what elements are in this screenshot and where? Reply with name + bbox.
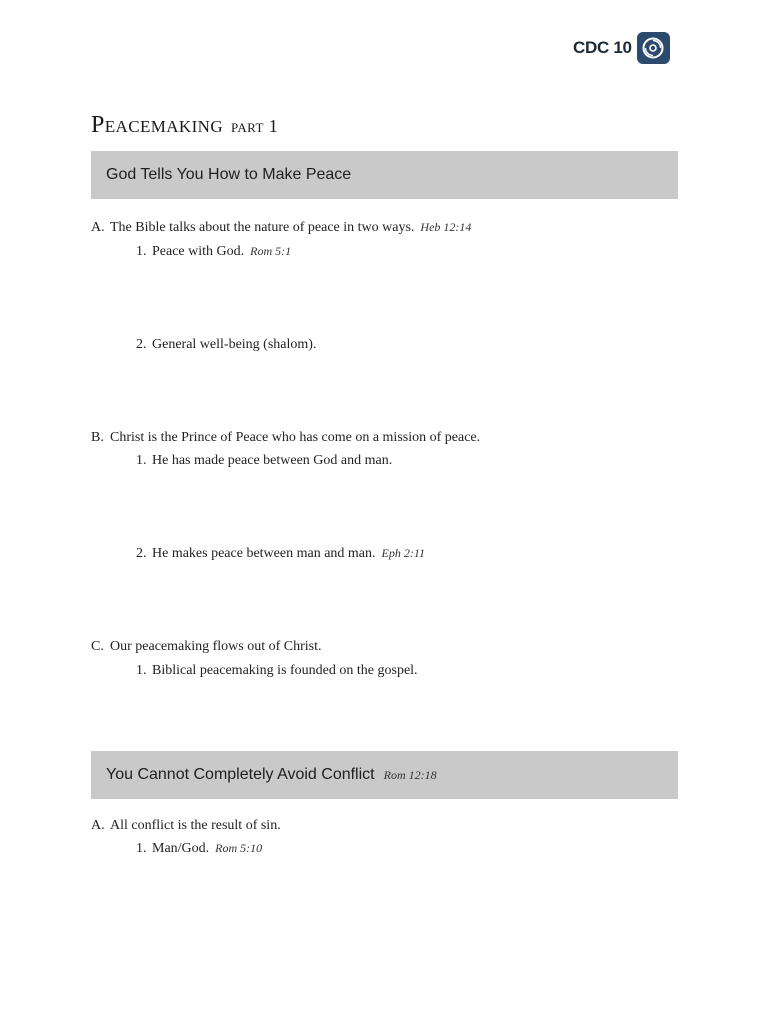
outline-subpoint: [136, 244, 291, 260]
subpoint-marker: 2.: [136, 546, 147, 561]
point-marker: A.: [91, 220, 105, 235]
point-text: Our peacemaking flows out of Christ.: [110, 639, 322, 654]
page-title-sub: part 1: [230, 116, 279, 136]
scripture-reference: Heb 12:14: [420, 220, 472, 234]
scripture-reference: Rom 12:18: [383, 767, 437, 782]
subpoint-text: He makes peace between man and man.: [152, 546, 376, 561]
subpoint-marker: 2.: [136, 337, 147, 352]
subpoint-marker: 1.: [136, 453, 147, 468]
course-code: CDC 10: [573, 38, 632, 57]
scripture-reference: Rom 5:10: [215, 841, 263, 855]
outline-point: [91, 220, 471, 236]
outline-subpoint: [136, 546, 425, 562]
outline-subpoint: [136, 841, 262, 857]
subpoint-marker: 1.: [136, 841, 147, 856]
outline-subpoint: [136, 663, 418, 679]
course-badge: [573, 32, 670, 64]
subpoint-text: Biblical peacemaking is founded on the gospel.: [152, 663, 418, 678]
scripture-reference: Eph 2:11: [381, 546, 425, 560]
point-marker: A.: [91, 818, 105, 833]
section-heading: [91, 151, 678, 199]
subpoint-text: General well-being (shalom).: [152, 337, 317, 352]
point-marker: B.: [91, 430, 104, 445]
subpoint-text: Man/God.: [152, 841, 210, 856]
outline-subpoint: [136, 453, 392, 469]
outline-point: [91, 818, 281, 834]
page-title-main: Peacemaking: [91, 112, 224, 138]
scripture-reference: Rom 5:1: [250, 244, 292, 258]
page-title: [91, 112, 278, 139]
section-heading-title: You Cannot Completely Avoid Conflict: [106, 766, 375, 783]
point-text: Christ is the Prince of Peace who has come on a mission of peace.: [110, 430, 481, 445]
subpoint-text: He has made peace between God and man.: [152, 453, 393, 468]
point-marker: C.: [91, 639, 104, 654]
section-heading-title: God Tells You How to Make Peace: [106, 166, 352, 183]
outline-point: [91, 430, 480, 446]
subpoint-text: Peace with God.: [152, 244, 245, 259]
subpoint-marker: 1.: [136, 663, 147, 678]
subpoint-marker: 1.: [136, 244, 147, 259]
outline-subpoint: [136, 337, 316, 353]
point-text: All conflict is the result of sin.: [110, 818, 281, 833]
outline-point: [91, 639, 322, 655]
section-heading: [91, 751, 678, 799]
disc-icon: [637, 32, 670, 64]
point-text: The Bible talks about the nature of peace in two ways.: [110, 220, 415, 235]
